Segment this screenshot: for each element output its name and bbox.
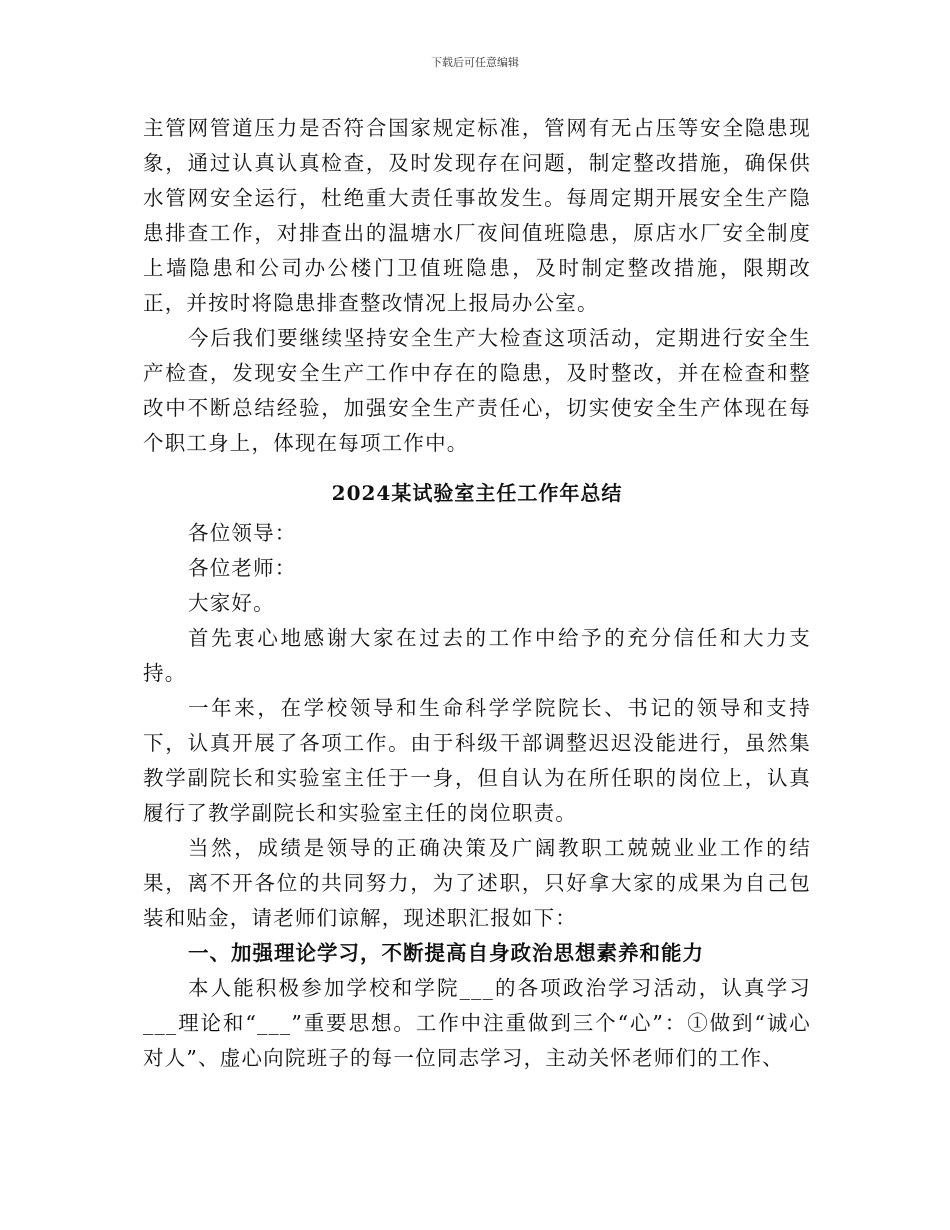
paragraph-achievements: 当然，成绩是领导的正确决策及广阔教职工兢兢业业工作的结果，离不开各位的共同努力，为了述职，只好拿大家的成果为自己包装和贴金，请老师们谅解，现述职汇报如下：: [143, 836, 811, 930]
greeting-everyone: 大家好。: [188, 591, 275, 615]
page-header: 下载后可任意编辑: [431, 56, 519, 69]
greeting-leaders: 各位领导：: [188, 521, 297, 545]
paragraph-study: 本人能积极参加学校和学院___的各项政治学习活动，认真学习___理论和“___”重要思想。工作中注重做到三个“心”：①做到“诚心对人”、虚心向院班子的每一位同志学习，主动关怀老师们的工作、: [143, 976, 811, 1070]
greeting-teachers: 各位老师：: [188, 556, 297, 580]
paragraph-year-review: 一年来，在学校领导和生命科学学院院长、书记的领导和支持下，认真开展了各项工作。由于科级干部调整迟迟没能进行，虽然集教学副院长和实验室主任于一身，但自认为在所任职的岗位上，认真履行了教学副院长和实验室主任的岗位职责。: [143, 696, 811, 825]
paragraph-future-plan: 今后我们要继续坚持安全生产大检查这项活动，定期进行安全生产检查，发现安全生产工作中存在的隐患，及时整改，并在检查和整改中不断总结经验，加强安全生产责任心，切实使安全生产体现在每个职工身上，体现在每项工作中。: [143, 326, 811, 455]
paragraph-continued: 主管网管道压力是否符合国家规定标准，管网有无占压等安全隐患现象，通过认真认真检查，及时发现存在问题，制定整改措施，确保供水管网安全运行，杜绝重大责任事故发生。每周定期开展安全生产隐患排查工作，对排查出的温塘水厂夜间值班隐患，原店水厂安全制度上墙隐患和公司办公楼门卫值班隐患，及时制定整改措施，限期改正，并按时将隐患排查整改情况上报局办公室。: [143, 116, 811, 315]
paragraph-thanks: 首先衷心地感谢大家在过去的工作中给予的充分信任和大力支持。: [143, 626, 811, 685]
document-body: [143, 111, 811, 1076]
document-title: 2024某试验室主任工作年总结: [331, 481, 623, 505]
section-heading: 一、加强理论学习，不断提高自身政治思想素养和能力: [188, 941, 704, 965]
